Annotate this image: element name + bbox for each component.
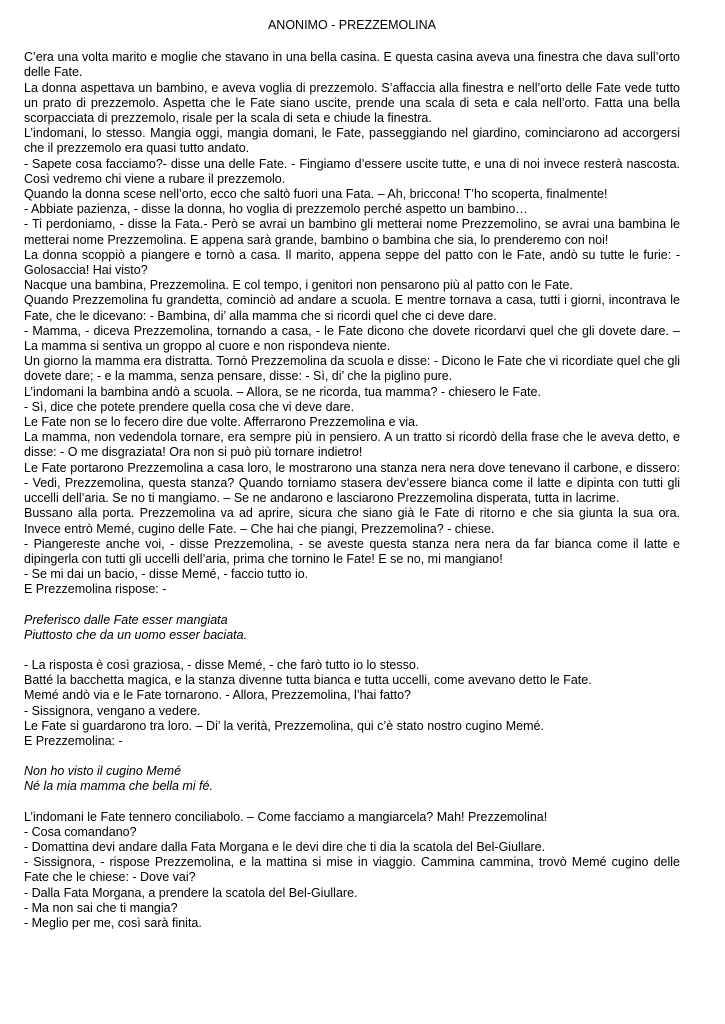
paragraph: Le Fate portarono Prezzemolina a casa loro, le mostrarono una stanza nera nera dove tenevano il carbone, e dissero: - Vedi, Prezzemolina, questa stanza? Quando torniamo stasera dev’essere bianca come il latte e dipinta con tutti gli uccelli dell’aria. Se no ti mangiamo. – Se ne andarono e lasciarono Prezzemolina disperata, tutta in lacrime.	[24, 460, 680, 506]
paragraph: - Se mi dai un bacio, - disse Memé, - faccio tutto io.	[24, 567, 309, 582]
paragraph: - Sì, dice che potete prendere quella cosa che vi deve dare.	[24, 399, 355, 414]
story-section-3	[24, 810, 680, 932]
paragraph: C’era una volta marito e moglie che stavano in una bella casina. E questa casina aveva una finestra che dava sull’orto delle Fate.	[24, 50, 680, 80]
paragraph: Batté la bacchetta magica, e la stanza divenne tutta bianca e tutta uccelli, come avevano detto le Fate.	[24, 673, 592, 688]
paragraph: - Sissignora, - rispose Prezzemolina, e la mattina si mise in viaggio. Cammina cammina, trovò Memé cugino delle Fate che le chiese: - Dove vai?	[24, 855, 680, 885]
paragraph: La donna scoppiò a piangere e tornò a casa. Il marito, appena seppe del patto con le Fate, andò su tutte le furie: - Golosaccia! Hai visto?	[24, 247, 680, 278]
paragraph: E Prezzemolina: -	[24, 733, 123, 748]
paragraph: - Piangereste anche voi, - disse Prezzemolina, - se aveste questa stanza nera nera da far bianca come il latte e dipingerla con tutti gli uccelli dell’aria, prima che tornino le Fate! E se no, mi mangiano!	[24, 536, 680, 566]
paragraph: - Sapete cosa facciamo?- disse una delle Fate. - Fingiamo d’essere uscite tutte, e una di noi invece resterà nascosta. Così vedremo chi viene a rubare il prezzemolo.	[24, 156, 680, 186]
paragraph: L’indomani, lo stesso. Mangia oggi, mangia domani, le Fate, passeggiando nel giardino, cominciarono ad accorgersi che il prezzemolo era quasi tutto andato.	[24, 126, 680, 156]
paragraph: - Ma non sai che ti mangia?	[24, 900, 178, 915]
paragraph: - Ti perdoniamo, - disse la Fata.- Però se avrai un bambino gli metterai nome Prezzemolino, se avrai una bambina le metterai nome Prezzemolina. E appena sarà grande, bambino o bambina che sia, lo prenderemo con noi!	[24, 217, 680, 247]
poem-line: Non ho visto il cugino Memé	[24, 764, 182, 779]
paragraph: Le Fate non se lo fecero dire due volte. Afferrarono Prezzemolina e via.	[24, 415, 419, 430]
poem-line: Né la mia mamma che bella mi fé.	[24, 779, 213, 794]
paragraph: Memé andò via e le Fate tornarono. - Allora, Prezzemolina, l’hai fatto?	[24, 688, 412, 703]
paragraph: Quando Prezzemolina fu grandetta, cominciò ad andare a scuola. E mentre tornava a casa, tutti i giorni, incontrava le Fate, che le dicevano: - Bambina, di’ alla mamma che si ricordi quel che ci deve dare.	[24, 293, 680, 323]
paragraph: L’indomani la bambina andò a scuola. – Allora, se ne ricorda, tua mamma? - chiesero le Fate.	[24, 384, 541, 399]
paragraph: - Domattina devi andare dalla Fata Morgana e le devi dire che ti dia la scatola del Bel-Giullare.	[24, 839, 546, 854]
paragraph: - Meglio per me, così sarà finita.	[24, 915, 202, 930]
paragraph: La mamma, non vedendola tornare, era sempre più in pensiero. A un tratto si ricordò della frase che le aveva detto, e disse: - O me disgraziata! Ora non si può più tornare indietro!	[24, 430, 680, 460]
paragraph: Bussano alla porta. Prezzemolina va ad aprire, sicura che siano già le Fate di ritorno e che sia giunta la sua ora. Invece entrò Memé, cugino delle Fate. – Che hai che piangi, Prezzemolina? - chiese.	[24, 506, 680, 536]
poem-verse-2	[24, 764, 680, 794]
paragraph: - Mamma, - diceva Prezzemolina, tornando a casa, - le Fate dicono che dovete ricordarvi quel che gli dovete dare. – La mamma si sentiva un groppo al cuore e non rispondeva niente.	[24, 323, 680, 354]
paragraph: E Prezzemolina rispose: -	[24, 582, 167, 597]
paragraph: - Abbiate pazienza, - disse la donna, ho voglia di prezzemolo perché aspetto un bambino…	[24, 202, 528, 217]
paragraph: - Cosa comandano?	[24, 824, 137, 839]
paragraph: Nacque una bambina, Prezzemolina. E col tempo, i genitori non pensarono più al patto con le Fate.	[24, 278, 573, 293]
document-page	[24, 18, 680, 931]
story-section-2	[24, 658, 680, 749]
poem-line: Preferisco dalle Fate esser mangiata	[24, 612, 228, 627]
paragraph: Le Fate si guardarono tra loro. – Di’ la verità, Prezzemolina, qui c’è stato nostro cugino Memé.	[24, 718, 544, 733]
paragraph: L’indomani le Fate tennero conciliabolo. – Come facciamo a mangiarcela? Mah! Prezzemolina!	[24, 809, 548, 824]
story-section-1	[24, 50, 680, 597]
paragraph: Un giorno la mamma era distratta. Tornò Prezzemolina da scuola e disse: - Dicono le Fate che vi ricordiate quel che gli dovete dare; - e la mamma, senza pensare, disse: - Sì, di’ che la piglino pure.	[24, 354, 680, 384]
paragraph: - La risposta è così graziosa, - disse Memé, - che farò tutto io lo stesso.	[24, 657, 420, 672]
poem-line: Piuttosto che da un uomo esser baciata.	[24, 627, 248, 642]
paragraph: La donna aspettava un bambino, e aveva voglia di prezzemolo. S’affaccia alla finestra e nell’orto delle Fate vede tutto un prato di prezzemolo. Aspetta che le Fate siano uscite, prende una scala di seta e cala nell’orto. Fatta una bella scorpacciata di prezzemolo, risale per la scala di seta e chiude la finestra.	[24, 80, 680, 126]
document-title: ANONIMO - PREZZEMOLINA	[267, 18, 437, 32]
paragraph: Quando la donna scese nell’orto, ecco che saltò fuori una Fata. – Ah, briccona! T’ho scoperta, finalmente!	[24, 187, 608, 202]
paragraph: - Sissignora, vengano a vedere.	[24, 703, 201, 718]
paragraph: - Dalla Fata Morgana, a prendere la scatola del Bel-Giullare.	[24, 885, 358, 900]
poem-verse-1	[24, 613, 680, 643]
